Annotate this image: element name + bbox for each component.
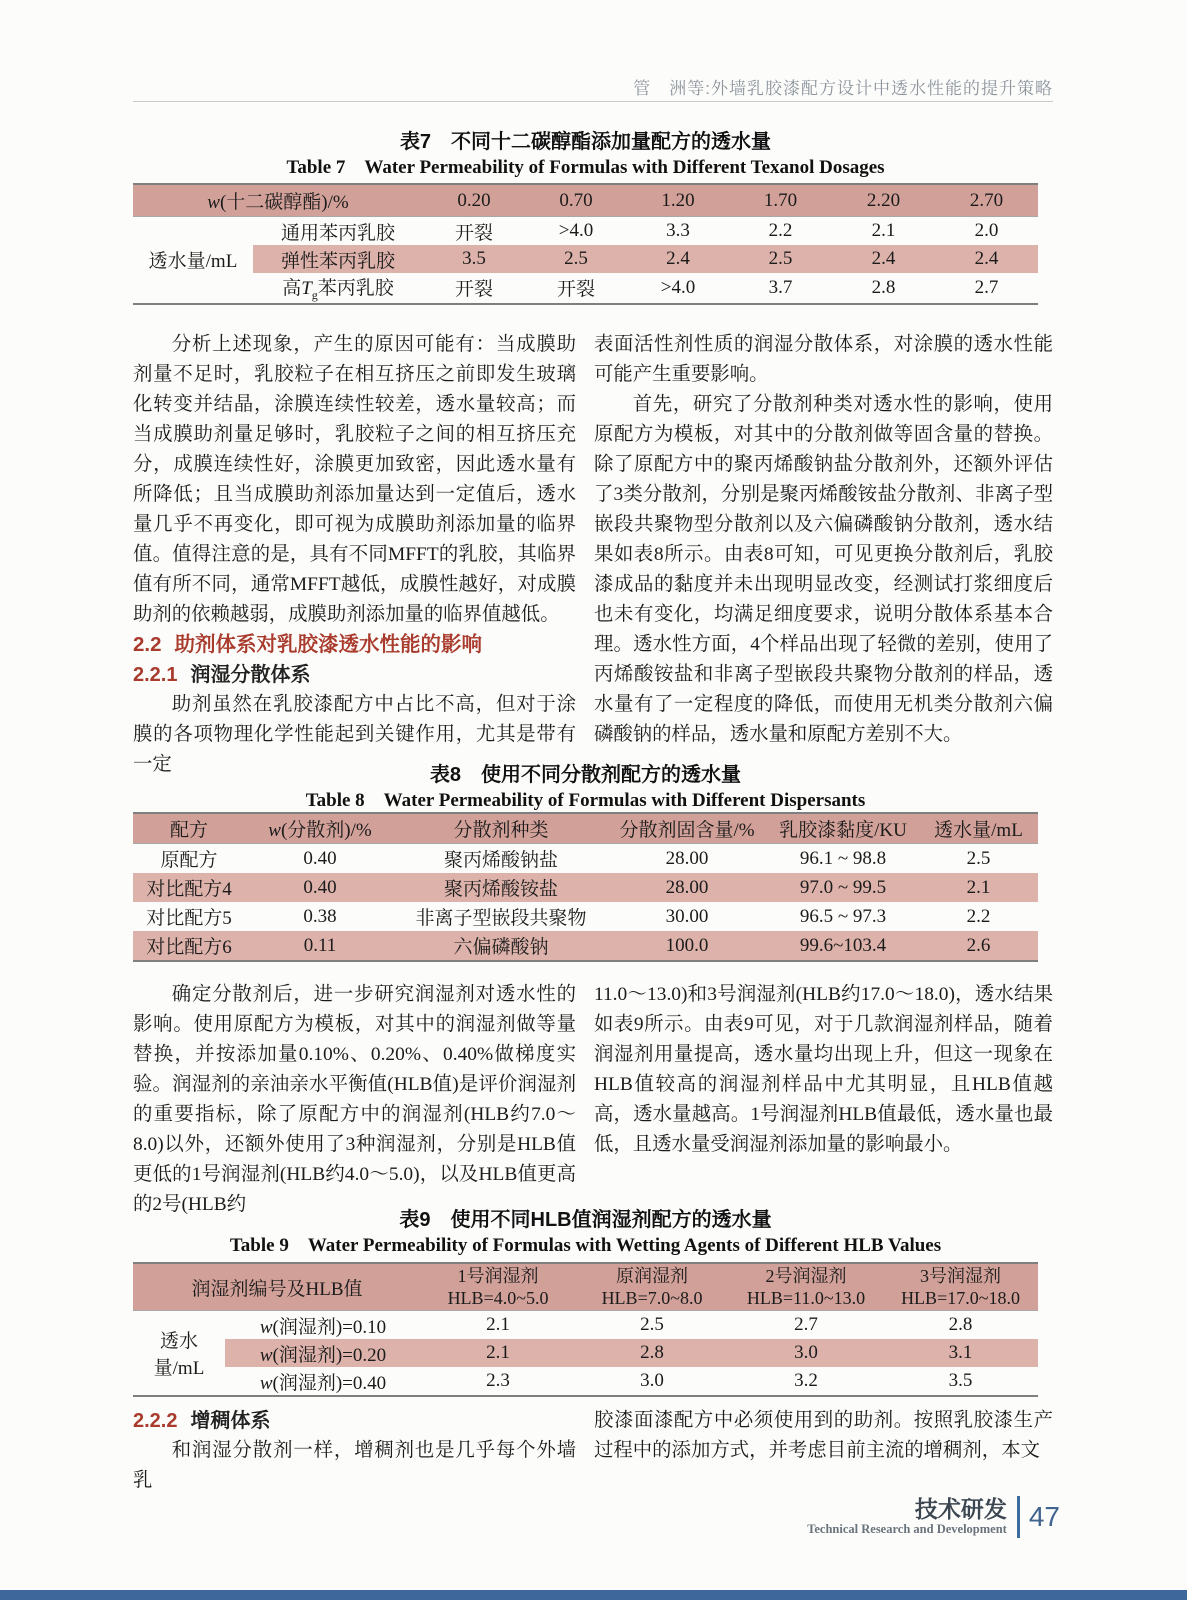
table9-value: 2.8 bbox=[575, 1339, 729, 1367]
header-divider bbox=[133, 101, 1053, 102]
table7-value: 3.5 bbox=[423, 245, 525, 273]
table7-value: 2.5 bbox=[729, 245, 832, 273]
bottom-accent-band bbox=[0, 1590, 1187, 1600]
table8-value: 六偏磷酸钠 bbox=[395, 931, 607, 961]
table9-title-en: Table 9 Water Permeability of Formulas with Wetting Agents of Different HLB Values bbox=[229, 1235, 942, 1256]
table9-value: 2.3 bbox=[486, 1370, 510, 1391]
table7-value: 2.2 bbox=[768, 220, 793, 241]
table8-column-header: 分散剂固含量/% bbox=[607, 813, 767, 844]
subsection-heading-2-2-2 bbox=[133, 1406, 576, 1436]
table8-row bbox=[133, 931, 1038, 961]
table8-value: 100.0 bbox=[607, 931, 767, 961]
table7-value: 3.3 bbox=[666, 220, 690, 241]
paragraph-dispersant-study: 首先，研究了分散剂种类对透水性的影响，使用原配方为模板，对其中的分散剂做等固含量的替换。除了原配方中的聚丙烯酸钠盐分散剂外，还额外评估了3类分散剂，分别是聚丙烯酸铵盐分散剂、非离子型嵌段共聚物型分散剂以及六偏磷酸钠分散剂，透水结果如表8所示。由表8可知，可见更换分散剂后，乳胶漆成品的黏度并未出现明显改变，经测试打浆细度后也未有变化，均满足细度要求，说明分散体系基本合理。透水性方面，4个样品出现了轻微的差别，使用了丙烯酸铵盐和非离子型嵌段共聚物分散剂的样品，透水量有了一定程度的降低，而使用无机类分散剂六偏磷酸钠的样品，透水量和原配方差别不大。 bbox=[594, 394, 1053, 745]
table9-value: 2.5 bbox=[640, 1314, 664, 1335]
table8-column-header: 透水量/mL bbox=[919, 813, 1038, 844]
table8-value: 2.2 bbox=[966, 905, 991, 927]
table8-value: 2.5 bbox=[966, 847, 991, 869]
table8-value: 96.1 ~ 98.8 bbox=[799, 847, 887, 869]
table8-formula-name: 对比配方6 bbox=[133, 931, 245, 961]
table8-title-zh: 表8 使用不同分散剂配方的透水量 bbox=[429, 764, 742, 786]
table9-column-header: 原润湿剂 HLB=7.0~8.0 bbox=[575, 1263, 729, 1311]
footer-section-en: Technical Research and Development bbox=[807, 1522, 1007, 1536]
paragraph-thickener-intro-left: 和润湿分散剂一样，增稠剂也是几乎每个外墙乳 bbox=[133, 1440, 576, 1491]
column-left-2 bbox=[133, 980, 576, 1220]
table9-column-header: 2号润湿剂 HLB=11.0~13.0 bbox=[729, 1263, 883, 1311]
table7-value: 2.8 bbox=[871, 276, 896, 298]
footer-divider-bar bbox=[1017, 1496, 1020, 1538]
table9-value: 3.0 bbox=[729, 1339, 883, 1367]
column-right-2 bbox=[594, 980, 1053, 1160]
table7-value: 2.0 bbox=[974, 220, 999, 241]
table7-value: 2.4 bbox=[832, 245, 935, 273]
table7-value: >4.0 bbox=[660, 276, 696, 298]
table7-header-dosage: 2.20 bbox=[832, 184, 935, 217]
footer-section-zh: 技术研发 bbox=[914, 1496, 1007, 1522]
table8-value: 97.0 ~ 99.5 bbox=[767, 873, 919, 902]
table9-value: 2.1 bbox=[421, 1339, 575, 1367]
table8-formula-name: 对比配方4 bbox=[133, 873, 245, 902]
table9-value: 3.1 bbox=[883, 1339, 1038, 1367]
subsection-number: 2.2.1 bbox=[133, 664, 178, 686]
table8-value: 28.00 bbox=[607, 873, 767, 902]
page-number: 47 bbox=[1028, 1501, 1060, 1532]
table9-title-zh: 表9 使用不同HLB值润湿剂配方的透水量 bbox=[399, 1209, 772, 1231]
table8-value: 99.6~103.4 bbox=[767, 931, 919, 961]
section-number: 2.2 bbox=[133, 633, 162, 656]
table9-value: 3.2 bbox=[794, 1370, 818, 1391]
table9-value: 3.5 bbox=[948, 1370, 973, 1391]
subsection-title: 润湿分散体系 bbox=[190, 664, 311, 686]
table8-formula-name: 原配方 bbox=[160, 850, 218, 871]
table9-dosage-label: w(润湿剂)=0.10 bbox=[259, 1316, 387, 1338]
table8-value: 2.6 bbox=[919, 931, 1038, 961]
table8-value: 30.00 bbox=[665, 905, 709, 927]
table7-row bbox=[133, 245, 1038, 273]
table9-row bbox=[133, 1311, 1038, 1340]
table9-water-permeability-hlb bbox=[133, 1262, 1038, 1397]
table8-value: 0.40 bbox=[303, 847, 337, 869]
table7-value: 2.1 bbox=[871, 220, 896, 241]
table7-value: 2.5 bbox=[525, 245, 627, 273]
table9-value: 2.8 bbox=[948, 1314, 973, 1335]
table8-column-header: 分散剂种类 bbox=[395, 813, 607, 844]
table9-row bbox=[133, 1339, 1038, 1367]
table9-column-header: 3号润湿剂 HLB=17.0~18.0 bbox=[883, 1263, 1038, 1311]
table7-emulsion-name: 高$T_g$苯丙乳胶 bbox=[282, 278, 394, 302]
table9-column-header: 1号润湿剂 HLB=4.0~5.0 bbox=[421, 1263, 575, 1311]
subsection-title: 增稠体系 bbox=[190, 1410, 271, 1432]
table7-value: 开裂 bbox=[557, 279, 596, 301]
table8-row bbox=[133, 873, 1038, 902]
table7-value: 2.7 bbox=[974, 276, 999, 298]
table8-value: 聚丙烯酸钠盐 bbox=[443, 850, 558, 871]
table8-row bbox=[133, 844, 1038, 874]
table9-corner-label: 润湿剂编号及HLB值 bbox=[133, 1263, 421, 1311]
table8-value: 96.5 ~ 97.3 bbox=[799, 905, 887, 927]
running-head: 管 洲等:外墙乳胶漆配方设计中透水性能的提升策略 bbox=[633, 79, 1053, 98]
section-heading-2-2 bbox=[133, 630, 576, 660]
table8-value: 非离子型嵌段共聚物 bbox=[415, 908, 587, 929]
table7-title-en: Table 7 Water Permeability of Formulas with Different Texanol Dosages bbox=[286, 157, 885, 178]
footer-section bbox=[807, 1497, 1007, 1537]
paragraph-wetting-agent-results: 11.0～13.0)和3号润湿剂(HLB约17.0～18.0)，透水结果如表9所示。由表9可见，对于几款润湿剂样品，随着润湿剂用量提高，透水量均出现上升，但这一现象在HLB值较高的润湿剂样品中尤其明显，且HLB值越高，透水量越高。1号润湿剂HLB值最低，透水量也最低，且透水量受润湿剂添加量的影响最小。 bbox=[594, 984, 1053, 1155]
table8-formula-name: 对比配方5 bbox=[146, 908, 232, 929]
section-title: 助剂体系对乳胶漆透水性能的影响 bbox=[174, 633, 482, 656]
table8-value: 0.11 bbox=[245, 931, 395, 961]
table7-rowgroup-label: 透水量/mL bbox=[148, 251, 238, 273]
paragraph-surfactant: 表面活性剂性质的润湿分散体系，对涂膜的透水性能可能产生重要影响。 bbox=[594, 334, 1053, 385]
table8-value: 0.38 bbox=[303, 905, 337, 927]
table7-header-dosage: 1.70 bbox=[729, 184, 832, 217]
table8-title-en: Table 8 Water Permeability of Formulas with Different Dispersants bbox=[305, 790, 866, 811]
paragraph-wetting-agent-study: 确定分散剂后，进一步研究润湿剂对透水性的影响。使用原配方为模板，对其中的润湿剂做等量替换，并按添加量0.10%、0.20%、0.40%做梯度实验。润湿剂的亲油亲水平衡值(HLB值)是评价润湿剂的重要指标，除了原配方中的润湿剂(HLB约7.0～8.0)以外，还额外使用了3种润湿剂，分别是HLB值更低的1号润湿剂(HLB约4.0～5.0)，以及HLB值更高的2号(HLB约 bbox=[133, 984, 576, 1215]
table7-value: 开裂 bbox=[455, 279, 494, 301]
column-left-3 bbox=[133, 1406, 576, 1496]
table9-value: 2.7 bbox=[794, 1314, 818, 1335]
table7-header-dosage: 1.20 bbox=[627, 184, 729, 217]
table7-title-zh: 表7 不同十二碳醇酯添加量配方的透水量 bbox=[399, 131, 772, 153]
column-right-3 bbox=[594, 1406, 1053, 1466]
table7-row bbox=[133, 217, 1038, 246]
page-footer bbox=[750, 1496, 1060, 1538]
table7-value: >4.0 bbox=[558, 220, 594, 241]
table9-value: 2.1 bbox=[486, 1314, 510, 1335]
table7-header-dosage: 0.20 bbox=[423, 184, 525, 217]
column-right-1 bbox=[594, 330, 1053, 750]
table9-dosage-label: w(润湿剂)=0.40 bbox=[259, 1372, 387, 1394]
table8-value: 2.1 bbox=[919, 873, 1038, 902]
table7-row bbox=[133, 273, 1038, 304]
table9-dosage-label: w(润湿剂)=0.20 bbox=[225, 1339, 421, 1367]
column-left-1 bbox=[133, 330, 576, 780]
table8-value: 28.00 bbox=[665, 847, 709, 869]
paragraph-additives-intro: 助剂虽然在乳胶漆配方中占比不高，但对于涂膜的各项物理化学性能起到关键作用，尤其是带有一定 bbox=[133, 694, 576, 775]
table9-rowgroup-label: 透水量/mL bbox=[153, 1331, 205, 1379]
table7-value: 3.7 bbox=[768, 276, 793, 298]
table7-emulsion-name: 弹性苯丙乳胶 bbox=[253, 245, 423, 273]
paragraph-thickener-intro-right: 胶漆面漆配方中必须使用到的助剂。按照乳胶漆生产过程中的添加方式，并考虑目前主流的增稠剂，本文 bbox=[594, 1410, 1053, 1461]
paragraph-analysis: 分析上述现象，产生的原因可能有：当成膜助剂量不足时，乳胶粒子在相互挤压之前即发生玻璃化转变并结晶，涂膜连续性较差，透水量较高；而当成膜助剂量足够时，乳胶粒子之间的相互挤压充分，成膜连续性好，涂膜更加致密，因此透水量有所降低；且当成膜助剂添加量达到一定值后，透水量几乎不再变化，即可视为成膜助剂添加量的临界值。值得注意的是，具有不同MFFT的乳胶，其临界值有所不同，通常MFFT越低，成膜性越好，对成膜助剂的依赖越弱，成膜助剂添加量的临界值越低。 bbox=[133, 334, 576, 625]
table8-column-header: w(分散剂)/% bbox=[245, 813, 395, 844]
table8-row bbox=[133, 902, 1038, 931]
subsection-heading-2-2-1 bbox=[133, 660, 576, 690]
table9-value: 3.0 bbox=[640, 1370, 664, 1391]
table9-row bbox=[133, 1367, 1038, 1396]
subsection-number: 2.2.2 bbox=[133, 1410, 178, 1432]
table7-value: 2.4 bbox=[627, 245, 729, 273]
table8-value: 聚丙烯酸铵盐 bbox=[395, 873, 607, 902]
table7-value: 2.4 bbox=[935, 245, 1038, 273]
table7-header-label: w(十二碳醇酯)/% bbox=[133, 184, 423, 217]
table8-column-header: 乳胶漆黏度/KU bbox=[767, 813, 919, 844]
table8-value: 0.40 bbox=[245, 873, 395, 902]
table7-header-dosage: 2.70 bbox=[935, 184, 1038, 217]
table7-header-dosage: 0.70 bbox=[525, 184, 627, 217]
table7-emulsion-name: 通用苯丙乳胶 bbox=[281, 222, 396, 244]
table8-column-header: 配方 bbox=[133, 813, 245, 844]
table7-water-permeability-texanol bbox=[133, 183, 1038, 305]
table7-value: 开裂 bbox=[455, 222, 494, 244]
table8-water-permeability-dispersants bbox=[133, 812, 1038, 962]
